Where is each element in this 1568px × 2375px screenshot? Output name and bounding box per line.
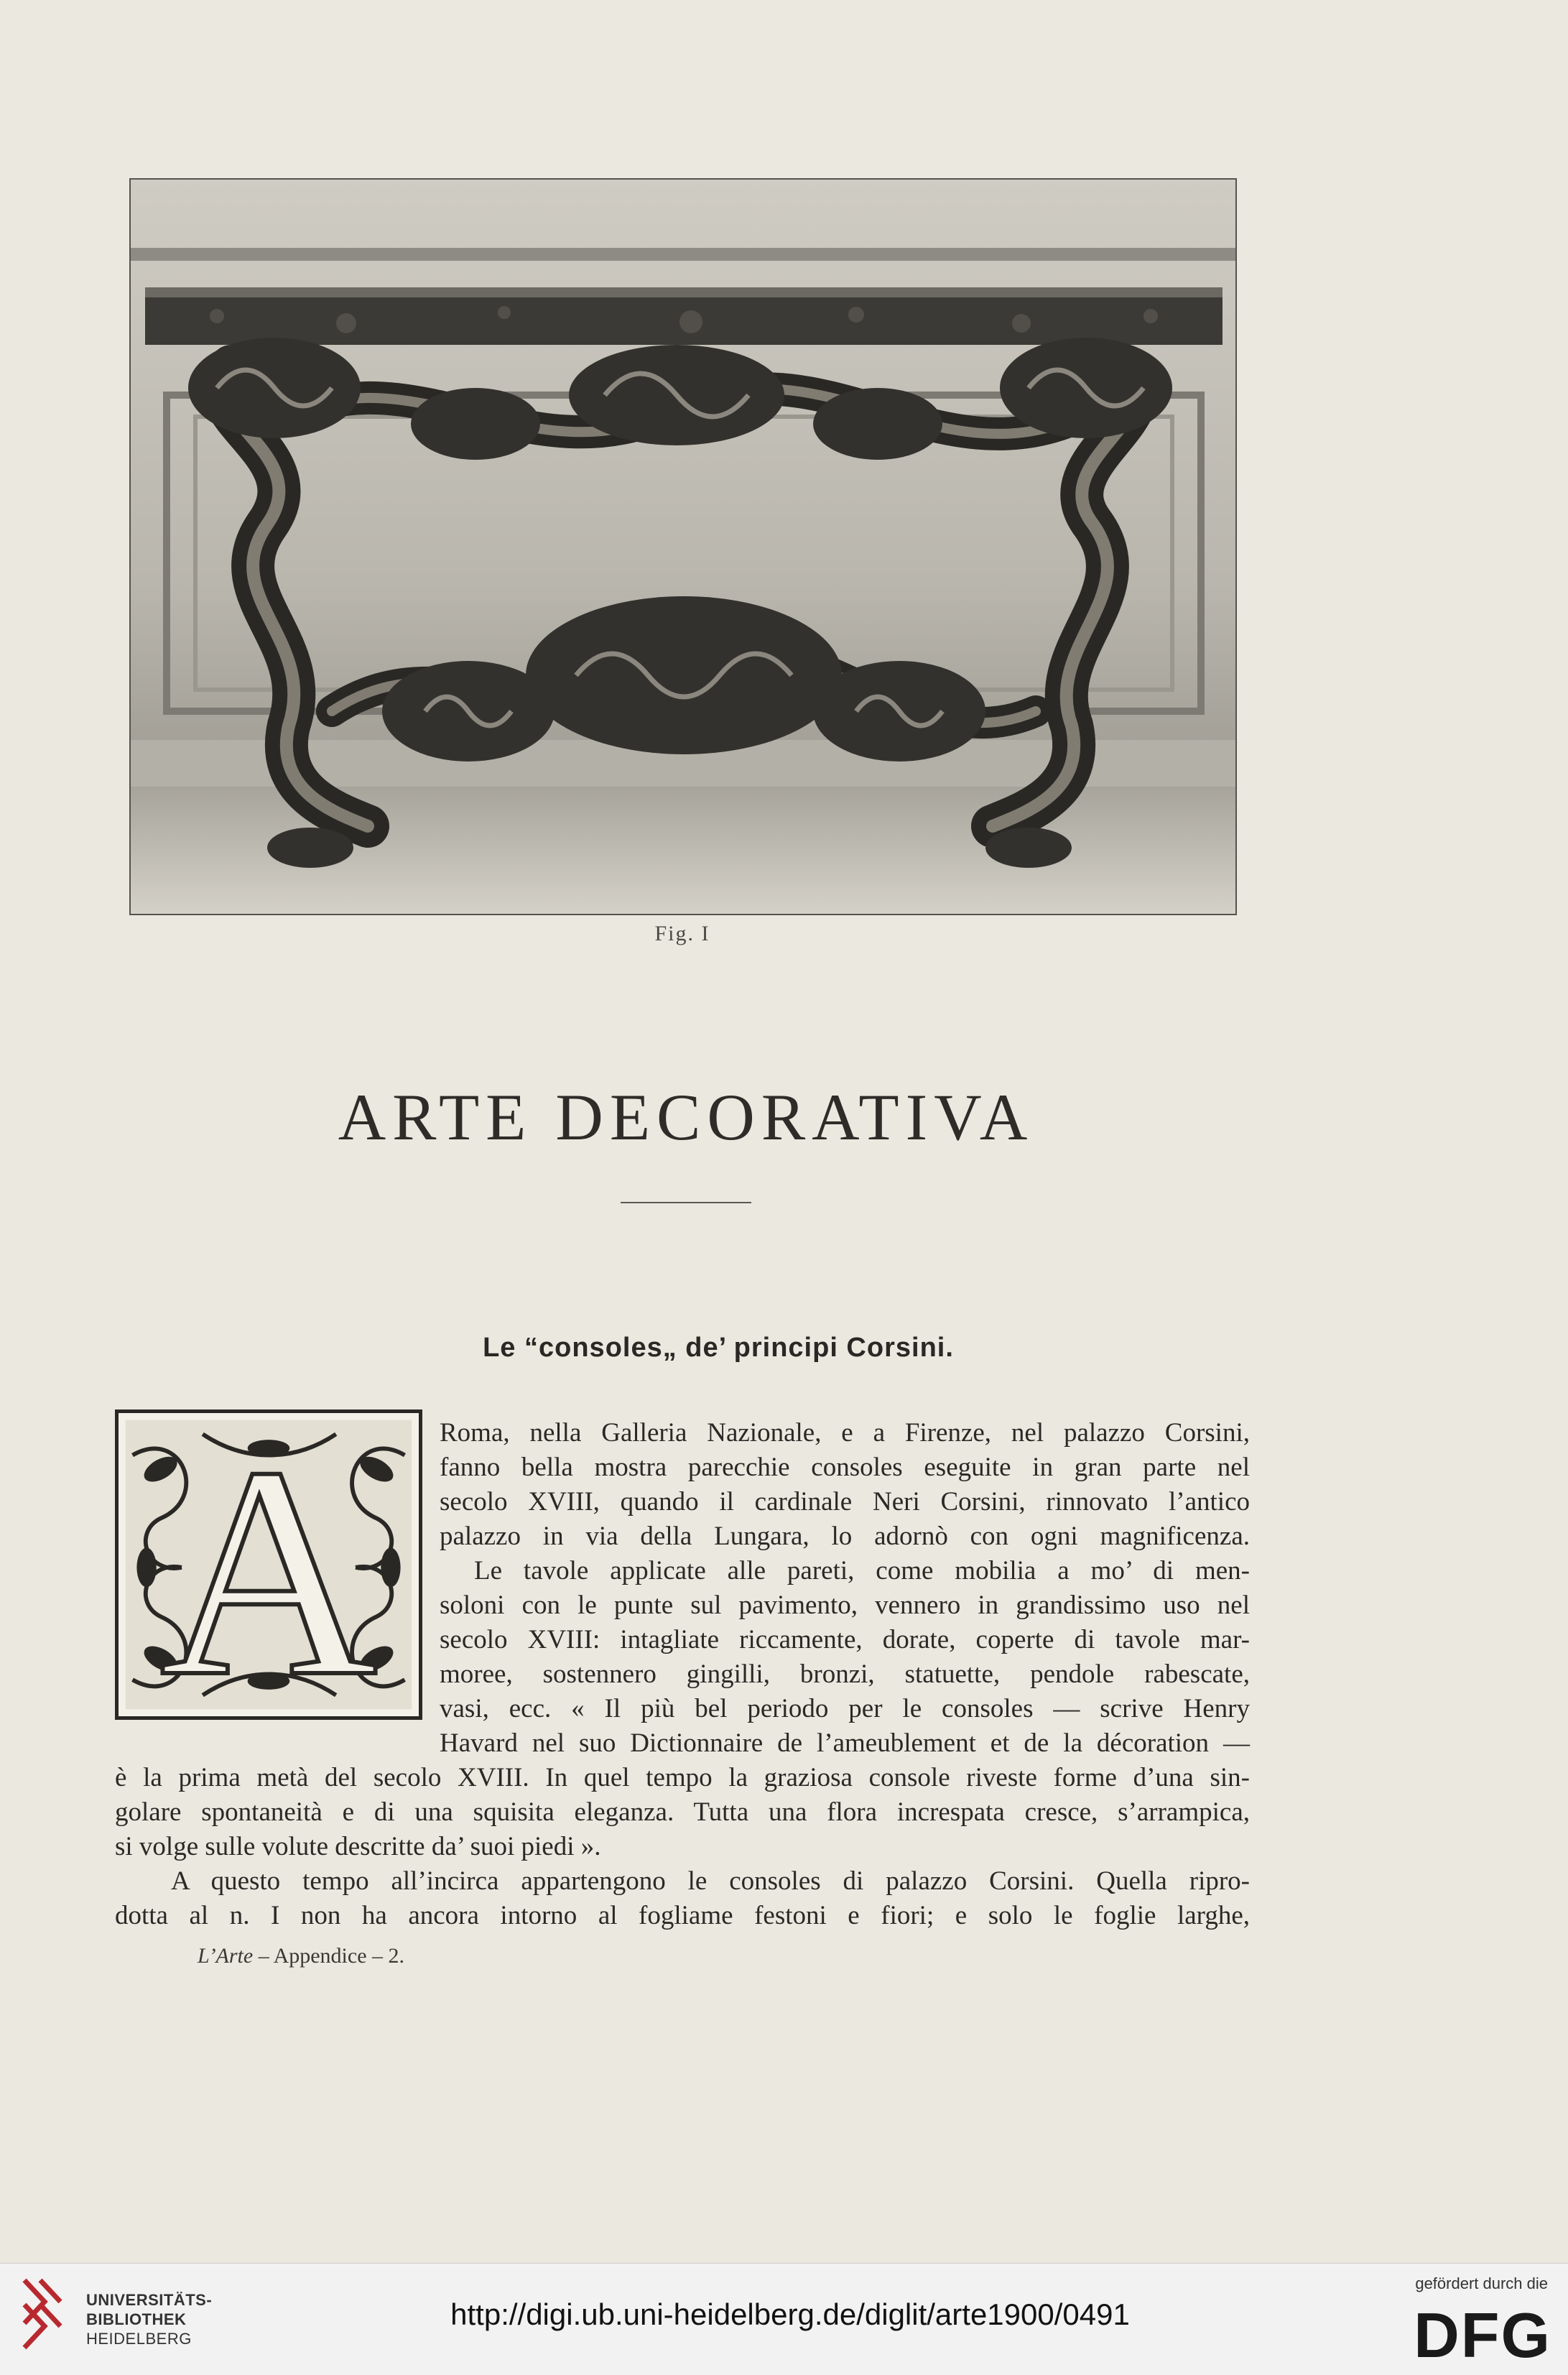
article-title: Le “consoles„ de’ principi Corsini. xyxy=(483,1333,954,1363)
text-line: Roma, nella Galleria Nazionale, e a Firenze, nel palazzo Corsini, xyxy=(440,1418,1250,1448)
section-title: ARTE DECORATIVA xyxy=(338,1080,1034,1154)
funder-label: gefördert durch die xyxy=(1415,2274,1548,2292)
text-line: è la prima metà del secolo XVIII. In quel tempo la graziosa console riveste forme d’una sin- xyxy=(115,1763,1250,1792)
title-divider xyxy=(621,1202,751,1203)
library-line-1: UNIVERSITÄTS- xyxy=(86,2291,213,2309)
journal-name: L’Arte xyxy=(198,1944,254,1968)
text-line: si volge sulle volute descritte da’ suoi piedi ». xyxy=(115,1832,601,1861)
text-line: secolo XVIII: intagliate riccamente, dorate, coperte di tavole mar- xyxy=(440,1625,1250,1654)
console-table-photograph xyxy=(131,180,1235,914)
text-line: moree, sostennero gingilli, bronzi, statuette, pendole rabescate, xyxy=(440,1659,1250,1689)
text-line: golare spontaneità e di una squisita eleganza. Tutta una flora increspata cresce, s’arrampica, xyxy=(115,1797,1250,1827)
text-line: palazzo in via della Lungara, lo adornò con ogni magnificenza. xyxy=(440,1522,1250,1551)
text-line: vasi, ecc. « Il più bel periodo per le consoles — scrive Henry xyxy=(440,1694,1250,1723)
text-line: Havard nel suo Dictionnaire de l’ameublement et de la décoration — xyxy=(440,1728,1250,1758)
text-line: A questo tempo all’incirca appartengono le consoles di palazzo Corsini. Quella ripro- xyxy=(171,1866,1250,1896)
figure-caption: Fig. I xyxy=(654,922,710,945)
text-line: Le tavole applicate alle pareti, come mobilia a mo’ di men- xyxy=(474,1556,1250,1585)
university-library-logo-icon[interactable] xyxy=(19,2274,70,2353)
text-line: dotta al n. I non ha ancora intorno al fogliame festoni e fiori; e solo le foglie larghe, xyxy=(115,1901,1250,1930)
permalink-url[interactable]: http://digi.ub.uni-heidelberg.de/diglit/arte1900/0491 xyxy=(450,2297,1130,2331)
dfg-logo[interactable]: DFG xyxy=(1414,2300,1551,2371)
page-footer xyxy=(198,1944,404,1968)
initial-letter: A xyxy=(159,1409,378,1720)
ornamental-initial xyxy=(115,1409,422,1720)
library-line-2: BIBLIOTHEK xyxy=(86,2310,187,2328)
text-line: secolo XVIII, quando il cardinale Neri Corsini, rinnovato l’antico xyxy=(440,1487,1250,1517)
text-line: fanno bella mostra parecchie consoles eseguite in gran parte nel xyxy=(440,1453,1250,1482)
text-line: soloni con le punte sul pavimento, vennero in grandissimo uso nel xyxy=(440,1591,1250,1620)
university-library-name xyxy=(86,2290,212,2348)
library-line-3: HEIDELBERG xyxy=(86,2330,192,2348)
footer-page-ref: – Appendice – 2. xyxy=(253,1944,405,1968)
